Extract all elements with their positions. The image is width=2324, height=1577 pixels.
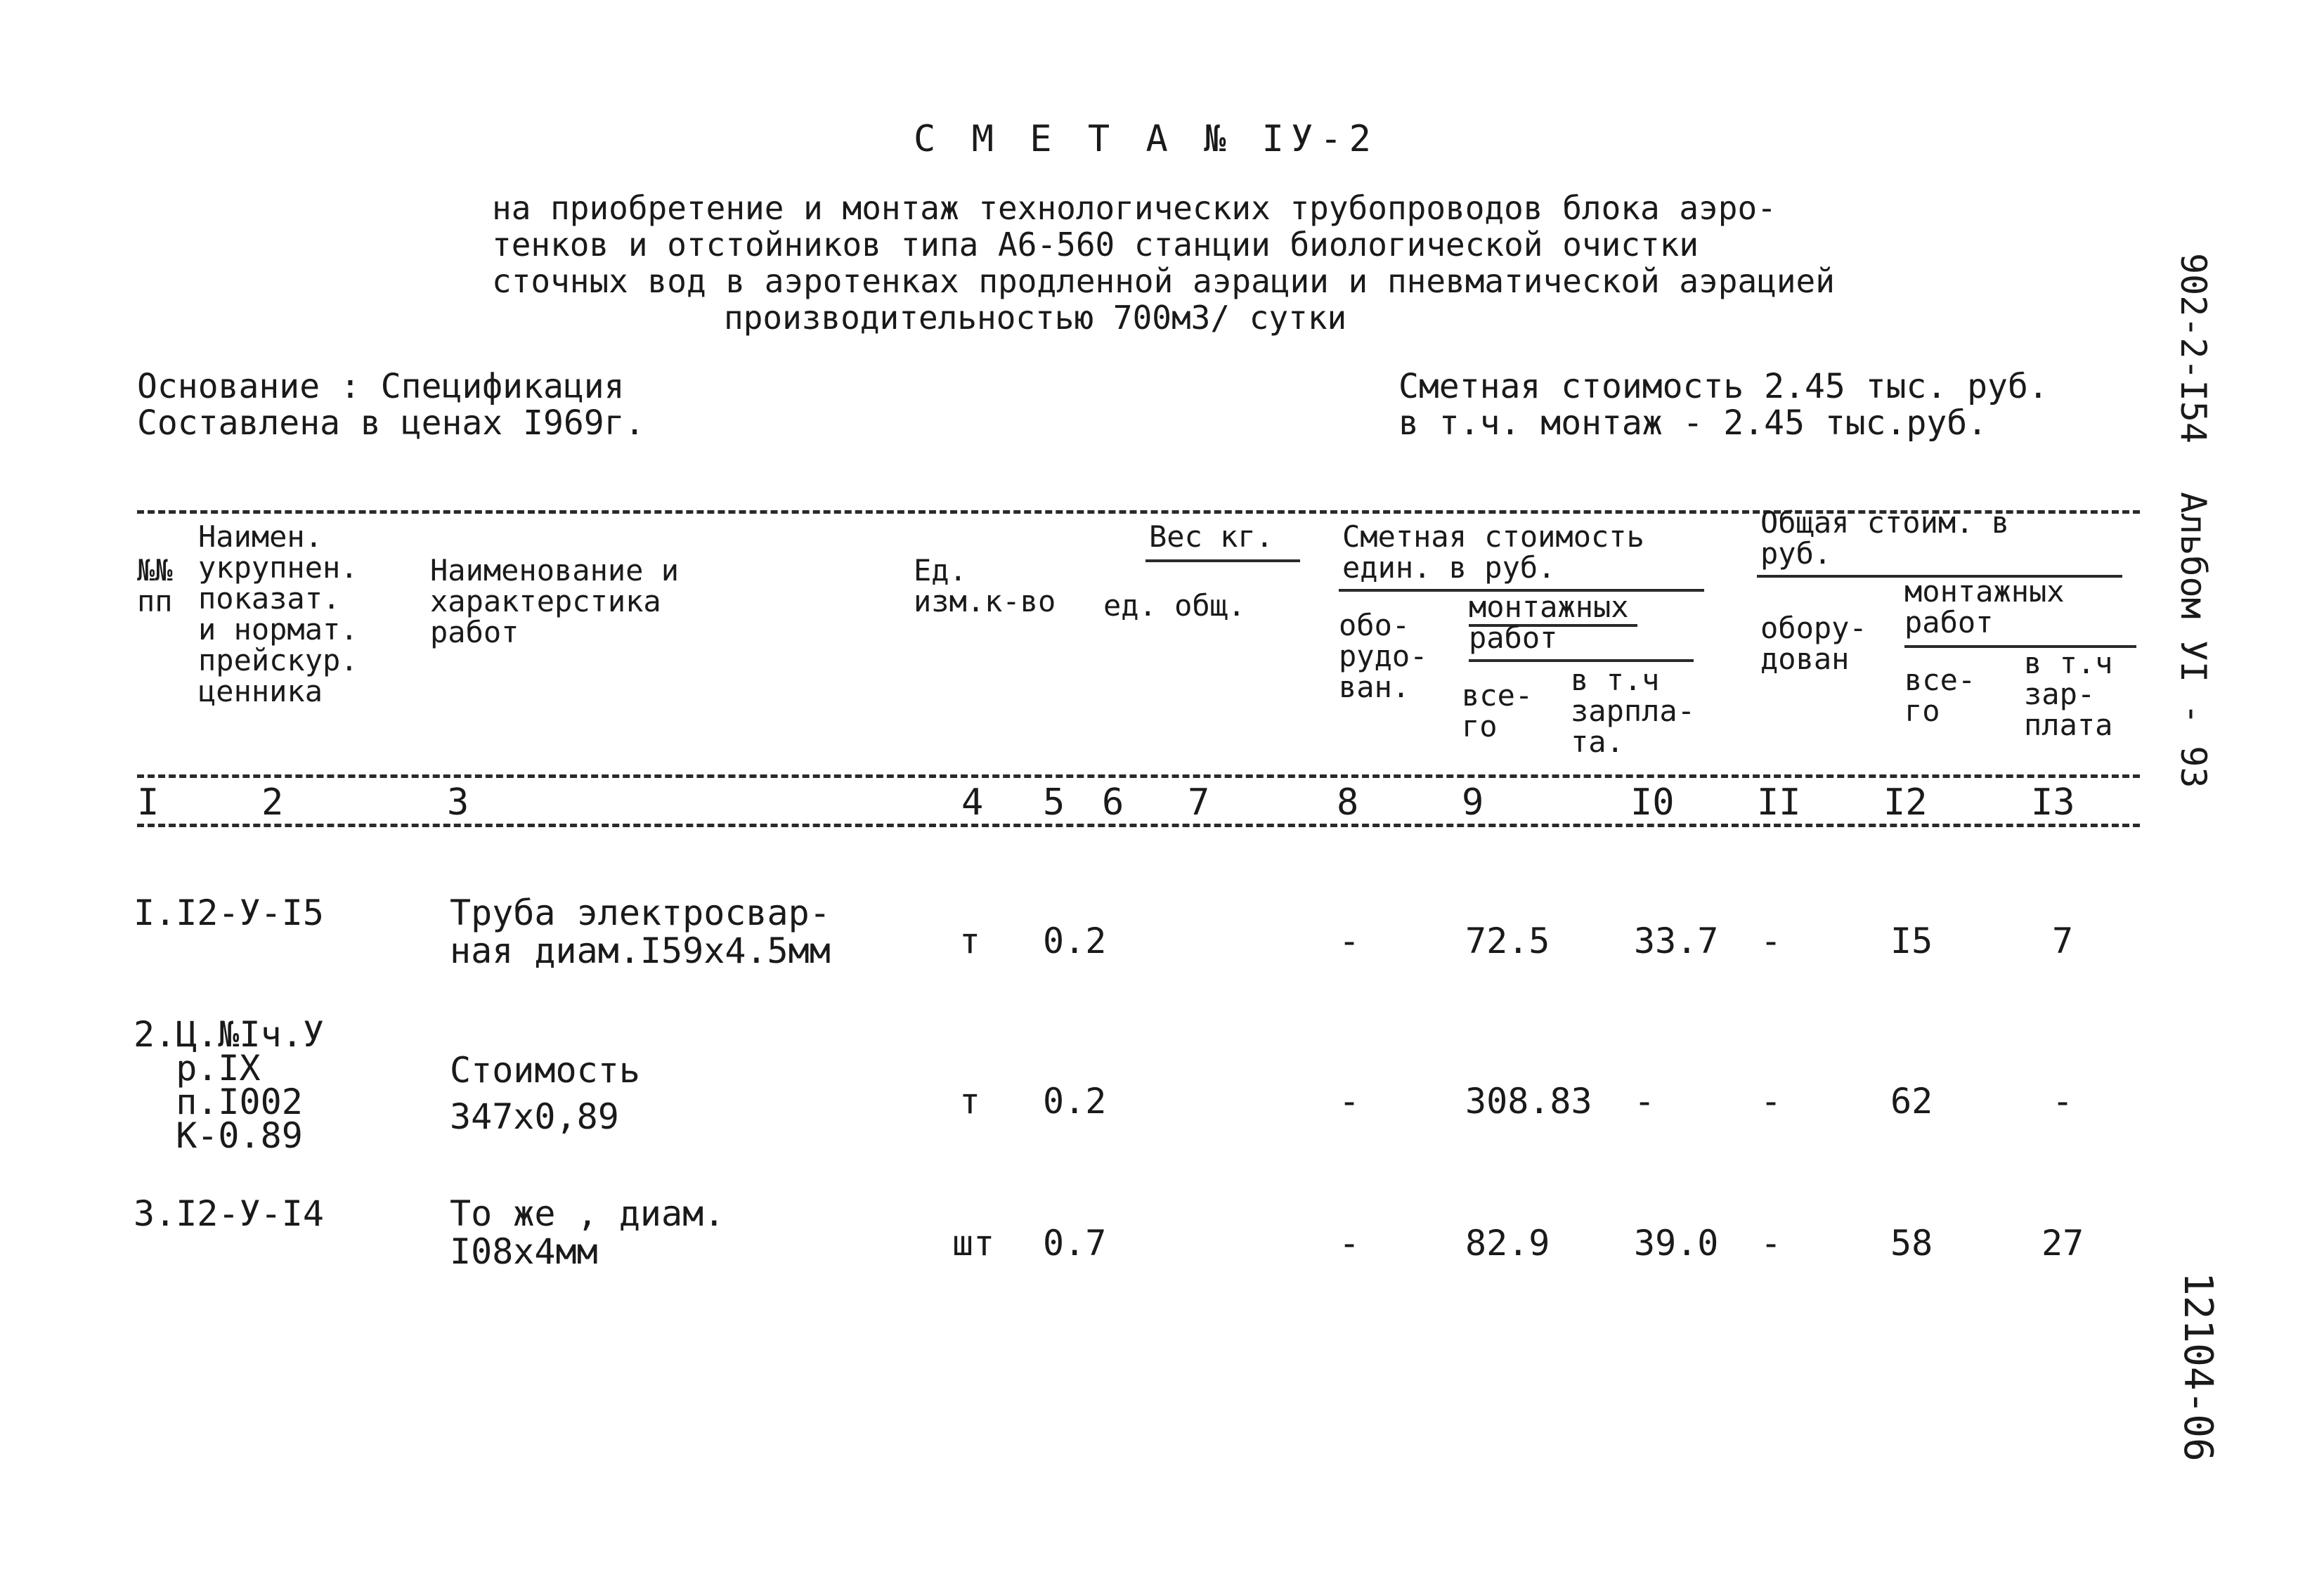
row2-install-total: 62: [1890, 1081, 1933, 1122]
colnum-10: I0: [1630, 781, 1675, 824]
row3-install-total: 58: [1890, 1223, 1933, 1264]
row1-code: I.I2-У-I5: [134, 893, 324, 933]
install-cost-text: в т.ч. монтаж - 2.45 тыс.руб.: [1398, 403, 1988, 443]
document-title: С М Е Т А № IУ-2: [914, 118, 1378, 160]
row1-name: Труба электросвар- ная диам.I59х4.5мм: [450, 893, 831, 971]
header-incl-wage: в т.ч зарпла- та.: [1571, 663, 1696, 759]
column-number-rule: [137, 824, 2140, 827]
row2-wage-total: -: [2052, 1081, 2074, 1122]
header-equipment: обо- рудо- ван.: [1339, 608, 1428, 704]
colnum-6: 6: [1102, 781, 1124, 824]
colnum-8: 8: [1337, 781, 1359, 824]
header-col-number: №№ пп: [137, 553, 173, 618]
header-unit-cost: Сметная стоимость един. в руб.: [1342, 519, 1644, 585]
colnum-3: 3: [447, 781, 469, 824]
row1-wage-total: 7: [2052, 921, 2074, 961]
row2-name: Стоимость 347х0,89: [450, 1050, 640, 1137]
colnum-1: I: [137, 781, 160, 824]
colnum-9: 9: [1462, 781, 1484, 824]
colnum-11: II: [1757, 781, 1801, 824]
header-col-code: Наимен. укрупнен. показат. и нормат. прейскур. ценника: [198, 519, 358, 708]
header-equipment-2: обору- дован: [1760, 611, 1867, 676]
colnum-13: I3: [2031, 781, 2075, 824]
header-col-name: Наименование и характерстика работ: [430, 553, 680, 649]
subtitle-line-3: сточных вод в аэротенках продленной аэрации и пневматической аэрацией: [492, 262, 1835, 300]
weight-underline: [1145, 559, 1300, 562]
row2-unit: т: [959, 1081, 981, 1122]
colnum-4: 4: [961, 781, 984, 824]
margin-handwritten-number: 12104-06: [2175, 1272, 2221, 1462]
row1-equip-total: -: [1760, 921, 1782, 961]
row3-name: То же , диам. I08х4мм: [450, 1193, 725, 1272]
header-col-unit-qty: Ед. изм.к-во: [914, 553, 1056, 618]
row2-code: 2.Ц.№Iч.У р.IX п.I002 К-0.89: [134, 1014, 324, 1156]
header-install-works-2: монтажных работ: [1904, 574, 2065, 640]
header-weight: Вес кг.: [1149, 519, 1274, 554]
row3-qty: 0.7: [1043, 1223, 1107, 1264]
basis-text: Основание : Спецификация: [137, 367, 625, 406]
header-total-cost: Общая стоим. в руб.: [1760, 505, 2010, 571]
row2-qty: 0.2: [1043, 1081, 1107, 1122]
header-install-works: монтажных работ: [1469, 590, 1629, 655]
header-total: все- го: [1462, 678, 1533, 744]
row1-install-total: I5: [1890, 921, 1933, 961]
row3-wage: 39.0: [1634, 1223, 1719, 1264]
row1-total: 72.5: [1465, 921, 1550, 961]
row1-wage: 33.7: [1634, 921, 1719, 961]
row3-unit: шт: [952, 1223, 995, 1264]
row2-equip-total: -: [1760, 1081, 1782, 1122]
header-weight-sub: ед. общ.: [1103, 588, 1246, 623]
estimated-cost-text: Сметная стоимость 2.45 тыс. руб.: [1398, 367, 2049, 406]
row3-total: 82.9: [1465, 1223, 1550, 1264]
row2-total: 308.83: [1465, 1081, 1592, 1122]
colnum-2: 2: [261, 781, 284, 824]
header-total-2: все- го: [1904, 663, 1976, 728]
colnum-5: 5: [1043, 781, 1065, 824]
row1-unit: т: [959, 921, 981, 961]
row3-code: 3.I2-У-I4: [134, 1193, 324, 1234]
row2-wage: -: [1634, 1081, 1656, 1122]
subtitle-line-1: на приобретение и монтаж технологических трубопроводов блока аэро-: [492, 189, 1777, 227]
subtitle-line-4: производительностью 700м3/ сутки: [724, 299, 1347, 337]
colnum-7: 7: [1188, 781, 1210, 824]
header-incl-wage-2: в т.ч зар- плата: [2024, 646, 2113, 742]
margin-project-code: 902-2-I54: [2173, 253, 2214, 443]
row2-equip: -: [1339, 1081, 1361, 1122]
row3-wage-total: 27: [2041, 1223, 2084, 1264]
header-bottom-rule: [137, 774, 2140, 778]
row3-equip: -: [1339, 1223, 1361, 1264]
row3-equip-total: -: [1760, 1223, 1782, 1264]
prices-text: Составлена в ценах I969г.: [137, 403, 645, 443]
row1-equip: -: [1339, 921, 1361, 961]
margin-album: Альбом УI - 93: [2173, 492, 2214, 788]
row1-qty: 0.2: [1043, 921, 1107, 961]
subtitle-line-2: тенков и отстойников типа А6-560 станции биологической очистки: [492, 226, 1699, 264]
colnum-12: I2: [1883, 781, 1928, 824]
install-works-underline: [1469, 659, 1694, 662]
